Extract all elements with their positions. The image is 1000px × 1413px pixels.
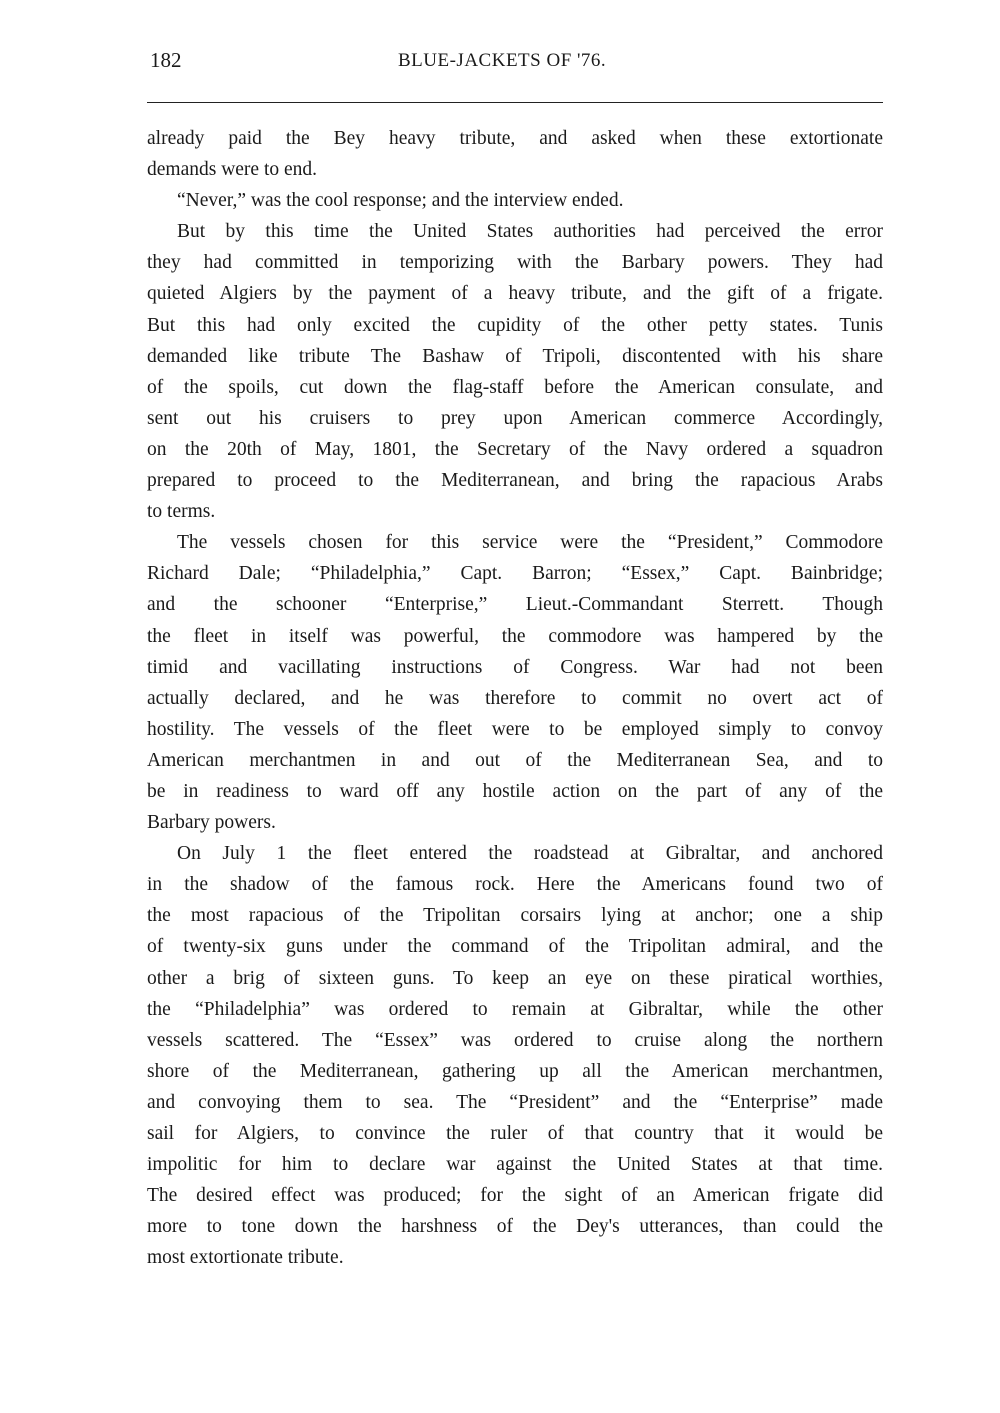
text-line: the fleet in itself was powerful, the commodore was hampered by the [147,625,883,647]
text-line: other a brig of sixteen guns. To keep an eye on these piratical worthies, [147,967,883,989]
text-line: demands were to end. [147,159,318,181]
text-line: quieted Algiers by the payment of a heavy tribute, and the gift of a frigate. [147,283,883,305]
header-rule [147,102,883,103]
text-line: the most rapacious of the Tripolitan corsairs lying at anchor; one a ship [147,905,883,927]
paragraph [147,185,883,216]
text-line: The vessels chosen for this service were the “President,” Commodore [177,532,883,554]
text-line: more to tone down the harshness of the Dey's utterances, than could the [147,1216,883,1238]
text-line: sent out his cruisers to prey upon American commerce Accordingly, [147,407,883,429]
text-line: of the spoils, cut down the flag-staff before the American consulate, and [147,376,883,398]
text-line: American merchantmen in and out of the Mediterranean Sea, and to [147,749,883,771]
text-line: Richard Dale; “Philadelphia,” Capt. Barron; “Essex,” Capt. Bainbridge; [147,563,883,585]
text-line: they had committed in temporizing with the Barbary powers. They had [147,252,883,274]
text-line: timid and vacillating instructions of Congress. War had not been [147,656,883,678]
page-number: 182 [150,48,182,72]
text-line: prepared to proceed to the Mediterranean, and bring the rapacious Arabs [147,470,883,492]
text-line: demanded like tribute The Bashaw of Tripoli, discontented with his share [147,345,883,367]
text-line: of twenty-six guns under the command of the Tripolitan admiral, and the [147,936,883,958]
text-line: shore of the Mediterranean, gathering up all the American merchantmen, [147,1060,883,1082]
running-title: BLUE-JACKETS OF '76. [398,50,607,71]
text-line: But by this time the United States authorities had perceived the error [177,221,883,243]
paragraph [147,123,883,185]
text-line: The desired effect was produced; for the sight of an American frigate did [147,1185,883,1207]
text-line: be in readiness to ward off any hostile action on the part of any of the [147,780,883,802]
text-line: on the 20th of May, 1801, the Secretary of the Navy ordered a squadron [147,438,883,460]
paragraph [147,838,883,1273]
text-line: to terms. [147,501,216,523]
paragraph [147,527,883,838]
text-line: hostility. The vessels of the fleet were to be employed simply to convoy [147,718,883,740]
text-line: sail for Algiers, to convince the ruler of that country that it would be [147,1123,883,1144]
body-text [147,123,883,1273]
text-line: in the shadow of the famous rock. Here the Americans found two of [147,874,883,896]
text-line: On July 1 the fleet entered the roadstead at Gibraltar, and anchored [177,843,883,865]
text-line: vessels scattered. The “Essex” was ordered to cruise along the northern [147,1029,883,1051]
text-line: and convoying them to sea. The “President” and the “Enterprise” made [147,1091,883,1113]
text-line: actually declared, and he was therefore to commit no overt act of [147,687,883,709]
text-line: Barbary powers. [147,812,276,834]
text-line: “Never,” was the cool response; and the interview ended. [177,190,624,212]
text-line: and the schooner “Enterprise,” Lieut.-Commandant Sterrett. Though [147,594,883,616]
paragraph [147,216,883,527]
text-line: impolitic for him to declare war against the United States at that time. [147,1154,883,1176]
text-line: the “Philadelphia” was ordered to remain at Gibraltar, while the other [147,998,883,1020]
text-line: But this had only excited the cupidity of the other petty states. Tunis [147,314,883,336]
text-line: most extortionate tribute. [147,1247,344,1269]
text-line: already paid the Bey heavy tribute, and asked when these extortionate [147,128,883,149]
